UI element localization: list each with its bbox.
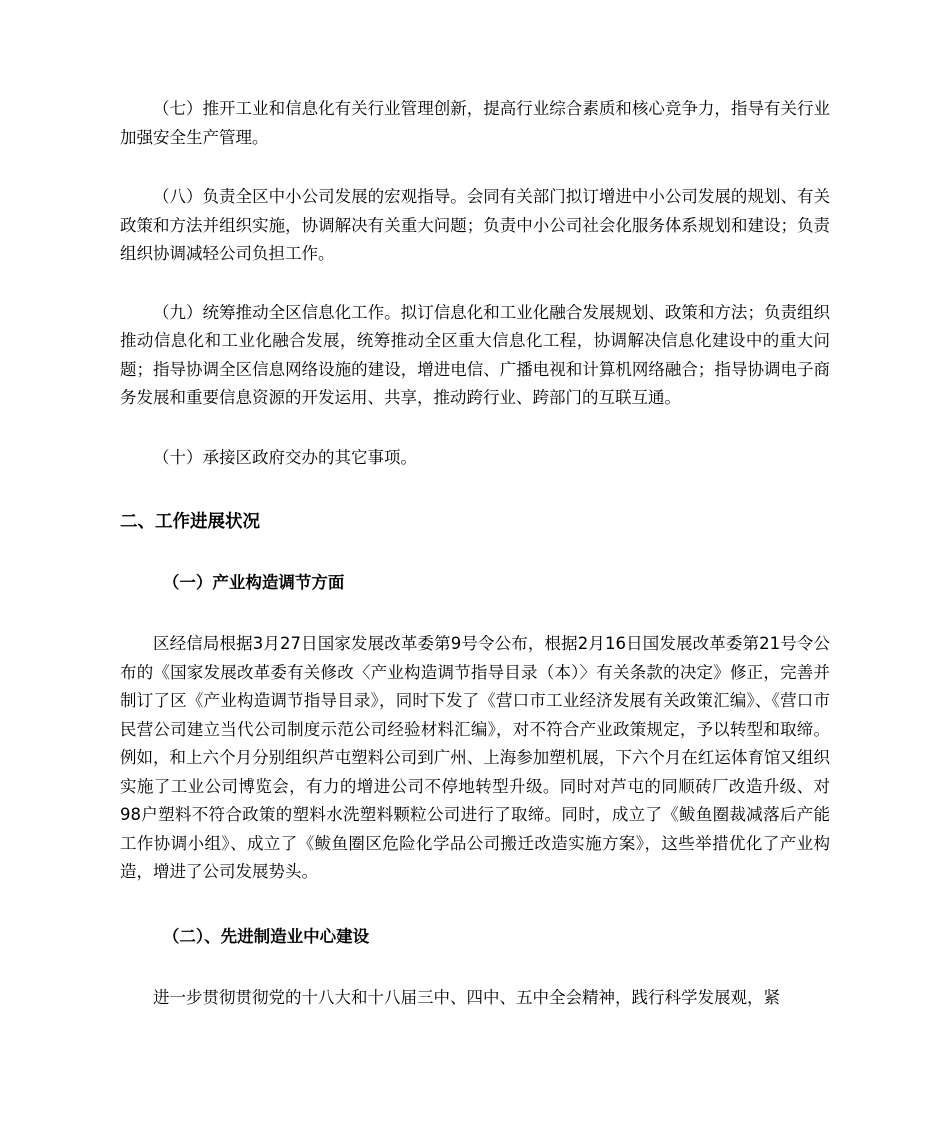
subsection-heading-advanced-manufacturing: （二）、先进制造业中心建设 [162, 926, 370, 946]
paragraph-item-7: （七）推开工业和信息化有关行业管理创新，提高行业综合素质和核心竞争力，指导有关行业加强安全生产管理。 [120, 99, 830, 147]
paragraph-advanced-manufacturing: 进一步贯彻贯彻党的十八大和十八届三中、四中、五中全会精神，践行科学发展观，紧 [153, 987, 780, 1007]
paragraph-item-9: （九）统筹推动全区信息化工作。拟订信息化和工业化融合发展规划、政策和方法；负责组织推动信息化和工业化融合发展，统筹推动全区重大信息化工程，协调解决信息化建设中的重大问题；指导协调全区信息网络设施的建设，增进电信、广播电视和计算机网络融合；指导协调电子商务发展和重要信息资源的开发运用、共享，推动跨行业、跨部门的互联互通。 [120, 302, 830, 407]
section-heading-work-progress: 二、工作进展状况 [120, 512, 260, 532]
paragraph-item-10: （十）承接区政府交办的其它事项。 [153, 447, 417, 467]
paragraph-item-8: （八）负责全区中小公司发展的宏观指导。会同有关部门拟订增进中小公司发展的规划、有关政策和方法并组织实施，协调解决有关重大问题；负责中小公司社会化服务体系规划和建设；负责组织协调减轻公司负担工作。 [120, 187, 830, 263]
subsection-heading-industrial-structure: （一）产业构造调节方面 [162, 573, 345, 592]
paragraph-industrial-structure: 区经信局根据3月27日国家发展改革委第9号令公布，根据2月16日国发展改革委第21号令公布的《国家发展改革委有关修改〈产业构造调节指导目录（本）〉有关条款的决定》修正，完善并制订了区《产业构造调节指导目录》，同时下发了《营口市工业经济发展有关政策汇编》、《营口市民营公司建立当代公司制度示范公司经验材料汇编》，对不符合产业政策规定，予以转型和取缔。例如，和上六个月分别组织芦屯塑料公司到广州、上海参加塑机展，下六个月在红运体育馆又组织实施了工业公司博览会，有力的增进公司不停地转型升级。同时对芦屯的同顺砖厂改造升级、对98户塑料不符合政策的塑料水洗塑料颗粒公司进行了取缔。同时，成立了《鲅鱼圈裁减落后产能工作协调小组》、成立了《鲅鱼圈区危险化学品公司搬迁改造实施方案》，这些举措优化了产业构造，增进了公司发展势头。 [120, 634, 830, 881]
